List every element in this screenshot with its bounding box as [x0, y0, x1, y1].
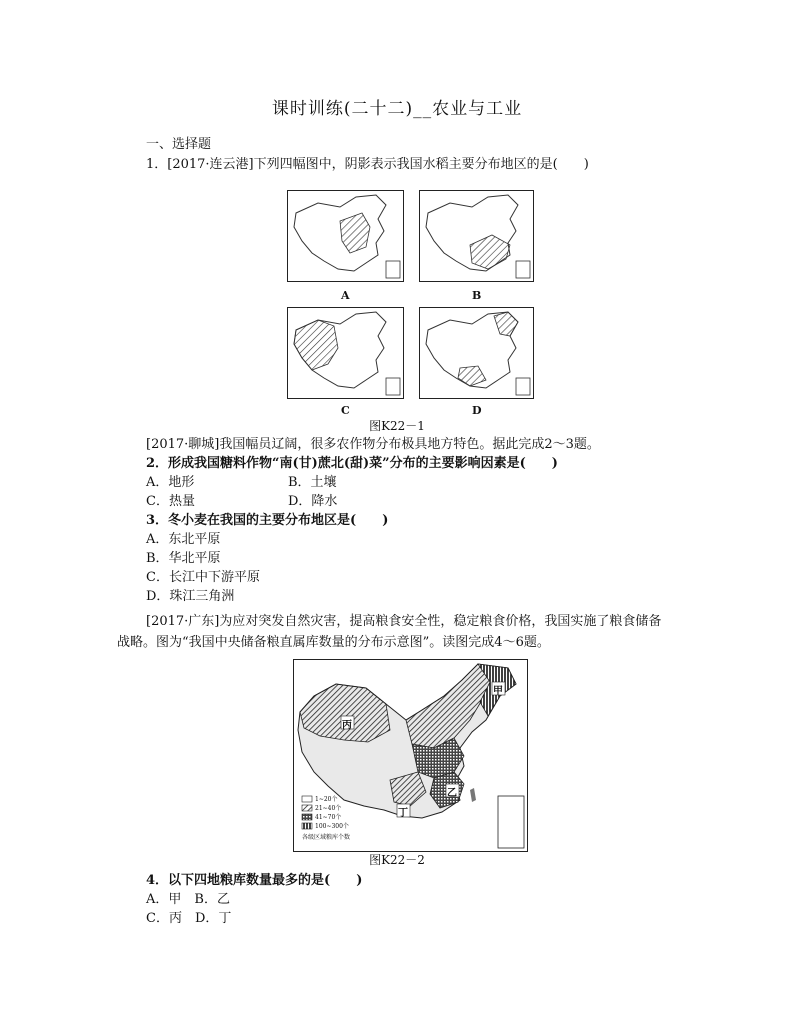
- legend-21-40: 21~40个: [315, 805, 342, 812]
- q3-option-a: A．东北平原: [146, 532, 221, 547]
- q2-option-d: D．降水: [288, 494, 338, 509]
- q3-option-c: C．长江中下游平原: [146, 570, 260, 585]
- figure-caption-2: 图K22－2: [369, 853, 425, 867]
- region-label-ding: 丁: [398, 808, 408, 819]
- section-heading: 一、选择题: [146, 137, 212, 152]
- legend-41-70: 41~70个: [315, 814, 342, 821]
- question-1: 1．[2017·连云港]下列四幅图中，阴影表示我国水稻主要分布地区的是( ): [146, 157, 589, 172]
- intro-4-6-line1: [2017·广东]为应对突发自然灾害，提高粮食安全性，稳定粮食价格，我国实施了粮食储备: [146, 614, 662, 629]
- figure-caption-1: 图K22－1: [369, 419, 425, 433]
- legend-100-300: 100~300个: [315, 823, 349, 830]
- grain-depot-map: [293, 659, 528, 852]
- region-label-yi: 乙: [447, 788, 457, 799]
- intro-4-6-line2: 战略。图为“我国中央储备粮直属库数量的分布示意图”。读图完成4～6题。: [117, 635, 550, 650]
- map-label-b: B: [472, 289, 482, 302]
- map-b: [419, 190, 534, 282]
- q3-option-b: B．华北平原: [146, 551, 221, 566]
- q3-option-d: D．珠江三角洲: [146, 589, 235, 604]
- question-4: 4．以下四地粮库数量最多的是( ): [146, 873, 363, 888]
- region-label-jia: 甲: [493, 686, 503, 697]
- map-label-c: C: [341, 404, 350, 417]
- map-label-a: A: [341, 289, 350, 302]
- legend-title: 各级区域粮库个数: [302, 834, 351, 841]
- q2-option-b: B．土壤: [288, 475, 337, 490]
- region-label-bing: 丙: [342, 720, 352, 731]
- map-a: [287, 190, 404, 282]
- map-label-d: D: [472, 404, 482, 417]
- q4-options-cd: C．丙 D．丁: [146, 911, 232, 926]
- question-3: 3．冬小麦在我国的主要分布地区是( ): [146, 513, 389, 528]
- q2-option-a: A．地形: [146, 475, 195, 490]
- question-2: 2．形成我国糖料作物“南(甘)蔗北(甜)菜”分布的主要影响因素是( ): [146, 456, 558, 471]
- intro-2-3: [2017·聊城]我国幅员辽阔，很多农作物分布极具地方特色。据此完成2～3题。: [146, 437, 600, 452]
- map-d: [419, 307, 534, 399]
- legend-1-20: 1~20个: [315, 796, 338, 803]
- page-title: 课时训练(二十二)__农业与工业: [271, 99, 523, 119]
- q2-option-c: C．热量: [146, 494, 195, 509]
- q4-options-ab: A．甲 B．乙: [146, 892, 230, 907]
- map-c: [287, 307, 404, 399]
